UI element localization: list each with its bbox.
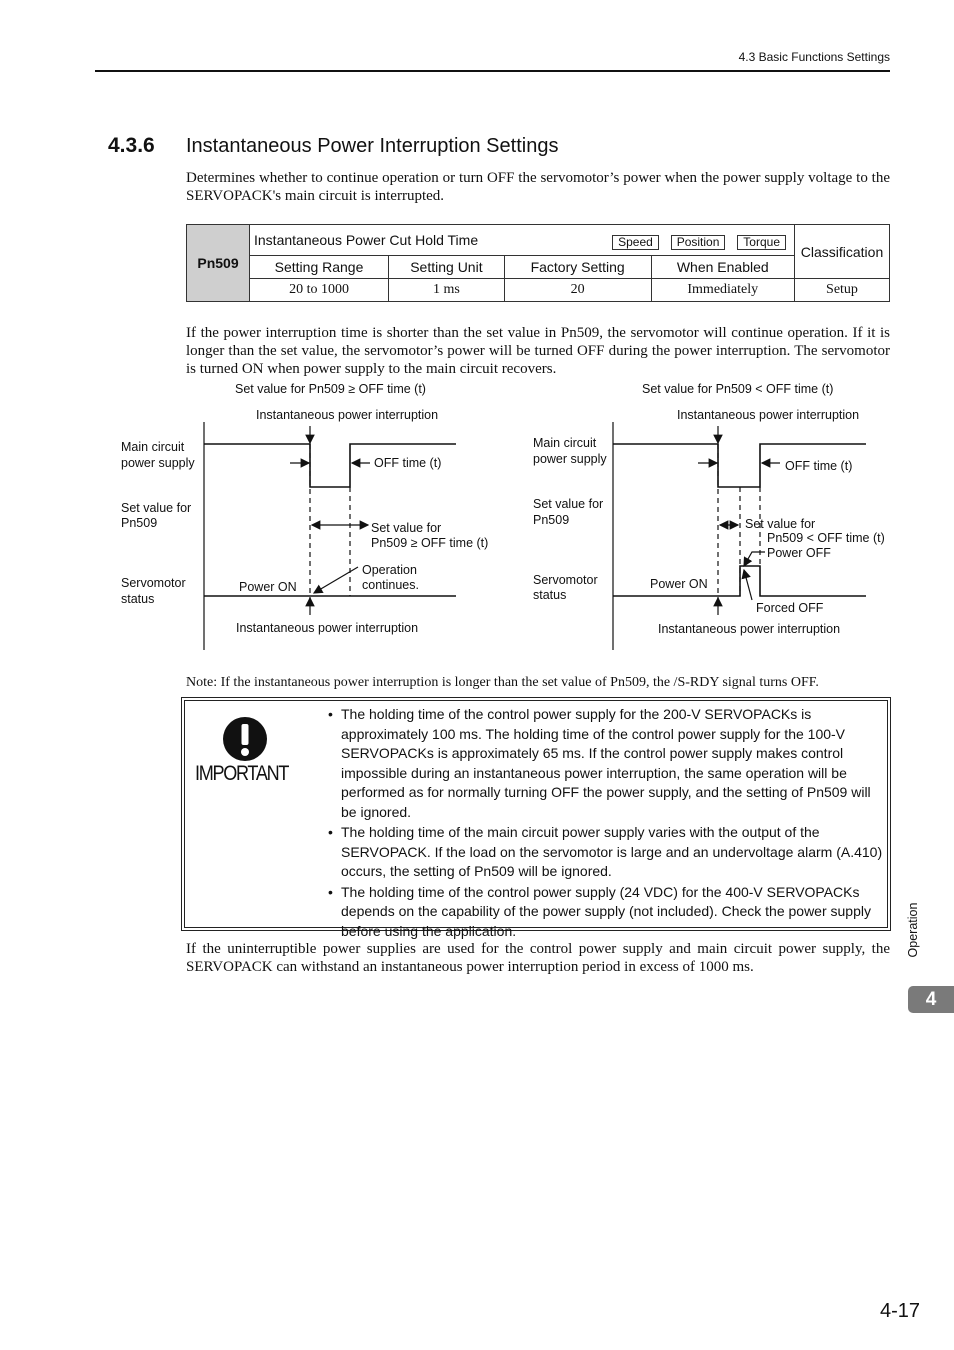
right-row2-label-line2: Pn509 bbox=[533, 513, 570, 527]
right-poweroff-pointer bbox=[744, 552, 765, 566]
behavior-paragraph: If the power interruption time is shorter than the set value in Pn509, the servomotor will continue operation. If it is longer than the set value, the servomotor’s power will be turned OFF during the power interruption. The servomotor is turned ON when power supply to the main circuit recovers. bbox=[186, 325, 890, 377]
right-diagram-title: Set value for Pn509 < OFF time (t) bbox=[642, 382, 834, 396]
right-setvalue-label-line2: Pn509 < OFF time (t) bbox=[767, 531, 885, 545]
left-row2-label-line1: Set value for bbox=[121, 501, 192, 515]
closing-paragraph: If the uninterruptible power supplies are used for the control power supply and main circuit power supply, the SERVOPACK can withstand an instantaneous power interruption period in excess of 1000 ms. bbox=[186, 941, 890, 975]
param-name: Instantaneous Power Cut Hold Time bbox=[254, 232, 479, 248]
val-setting-range: 20 to 1000 bbox=[250, 279, 389, 302]
important-item-text: The holding time of the main circuit power supply varies with the output of the SERVOPACK. If the load on the servomotor is large and an undervoltage alarm (A.410) occurs, the setting of Pn509 will be ignored. bbox=[341, 824, 883, 879]
section-title: Instantaneous Power Interruption Settings bbox=[186, 135, 559, 157]
left-row1-label-line2: power supply bbox=[121, 456, 195, 470]
left-operation-label-line1: Operation bbox=[362, 563, 417, 577]
right-power-on-label: Power ON bbox=[650, 577, 708, 591]
col-when-enabled: When Enabled bbox=[651, 256, 794, 279]
left-operation-label-line2: continues. bbox=[362, 578, 419, 592]
important-item bbox=[328, 883, 884, 942]
val-classification: Setup bbox=[795, 279, 890, 302]
tag-speed: Speed bbox=[612, 235, 659, 250]
left-row3-label-line1: Servomotor bbox=[121, 576, 186, 590]
left-setvalue-label-line1: Set value for bbox=[371, 521, 442, 535]
val-when-enabled: Immediately bbox=[651, 279, 794, 302]
side-tab-label: Operation bbox=[906, 902, 920, 958]
right-power-off-label: Power OFF bbox=[767, 546, 831, 560]
right-top-label: Instantaneous power interruption bbox=[677, 408, 860, 422]
side-tab bbox=[900, 895, 926, 965]
right-row3-label-line2: status bbox=[533, 588, 567, 602]
intro-paragraph: Determines whether to continue operation or turn OFF the servomotor’s power when the power supply voltage to the SERVOPACK's main circuit is interrupted. bbox=[186, 170, 890, 204]
right-row3-label-line1: Servomotor bbox=[533, 573, 598, 587]
col-setting-unit: Setting Unit bbox=[389, 256, 505, 279]
important-list bbox=[328, 705, 884, 942]
left-operation-pointer bbox=[314, 567, 358, 593]
left-row1-label-line1: Main circuit bbox=[121, 440, 185, 454]
right-forcedoff-pointer bbox=[744, 570, 752, 600]
classification-header: Classification bbox=[795, 225, 890, 279]
left-row3-label-line2: status bbox=[121, 592, 155, 606]
col-setting-range: Setting Range bbox=[250, 256, 389, 279]
left-top-label: Instantaneous power interruption bbox=[256, 408, 439, 422]
bullet: • bbox=[328, 706, 333, 722]
val-setting-unit: 1 ms bbox=[389, 279, 505, 302]
val-factory-setting: 20 bbox=[504, 279, 651, 302]
exclamation-icon bbox=[220, 716, 270, 762]
left-off-time-label: OFF time (t) bbox=[374, 456, 442, 470]
param-id: Pn509 bbox=[187, 225, 250, 302]
right-row2-label-line1: Set value for bbox=[533, 497, 604, 511]
important-item-text: The holding time of the control power supply for the 200-V SERVOPACKs is approximately 100 ms. The holding time of the control power supply for the 100-V SERVOPACKs is approximately 65 ms. If the control power supply makes control impossible during an instantaneous power interruption, the same operation will be performed as for normally turning OFF the power supply, and the setting of Pn509 will be ignored. bbox=[341, 706, 871, 820]
tag-position: Position bbox=[671, 235, 726, 250]
left-setvalue-label-line2: Pn509 ≥ OFF time (t) bbox=[371, 536, 489, 550]
left-row2-label-line2: Pn509 bbox=[121, 516, 158, 530]
left-bottom-label: Instantaneous power interruption bbox=[236, 621, 419, 635]
bullet: • bbox=[328, 883, 333, 900]
note-text: Note: If the instantaneous power interruption is longer than the set value of Pn509, the /S-RDY signal turns OFF. bbox=[186, 675, 819, 690]
right-off-time-label: OFF time (t) bbox=[785, 459, 853, 473]
important-label: IMPORTANT bbox=[195, 762, 289, 785]
right-row1-label-line1: Main circuit bbox=[533, 436, 597, 450]
tag-torque: Torque bbox=[737, 235, 786, 250]
section-number: 4.3.6 bbox=[108, 134, 155, 157]
left-diagram-title: Set value for Pn509 ≥ OFF time (t) bbox=[235, 382, 426, 396]
important-item bbox=[328, 705, 884, 822]
left-power-on-label: Power ON bbox=[239, 580, 297, 594]
right-bottom-label: Instantaneous power interruption bbox=[658, 622, 841, 636]
page-number: 4-17 bbox=[880, 1300, 921, 1322]
chapter-tab: 4 bbox=[908, 986, 954, 1013]
right-setvalue-label-line1: Set value for bbox=[745, 517, 816, 531]
bullet: • bbox=[328, 824, 333, 840]
col-factory-setting: Factory Setting bbox=[504, 256, 651, 279]
important-item bbox=[328, 823, 884, 882]
important-item-text: The holding time of the control power supply (24 VDC) for the 400-V SERVOPACKs depends on the capability of the power supply (not included). Check the power supply before using the application. bbox=[341, 883, 871, 939]
right-forced-off-label: Forced OFF bbox=[756, 601, 824, 615]
running-header: 4.3 Basic Functions Settings bbox=[738, 50, 890, 64]
right-row1-label-line2: power supply bbox=[533, 452, 607, 466]
